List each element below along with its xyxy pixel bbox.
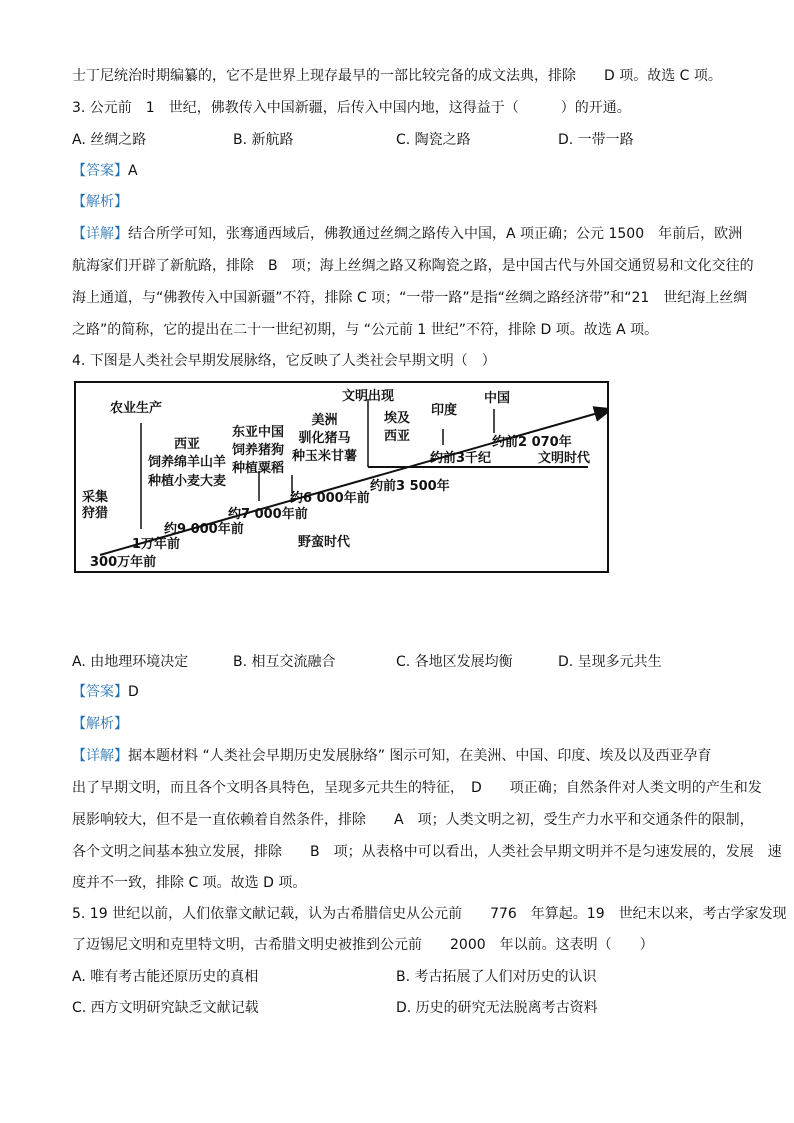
q3-detail-line-2: 航海家们开辟了新航路，排除 B 项；海上丝绸之路又称陶瓷之路，是中国古代与外国交通贸易和文化交往的 [72, 258, 754, 274]
label-civilization-emerges: 文明出现 [342, 389, 395, 404]
label-6000-years: 约6 000年前 [290, 491, 370, 506]
continuation-text: 士丁尼统治时期编纂的，它不是世界上现存最早的一部比较完备的成文法典，排除 D 项。故选 C 项。 [72, 68, 722, 84]
answer-tag: 【答案】 [72, 684, 128, 700]
q3-option-d[interactable]: D. 一带一路 [558, 132, 634, 148]
q3-option-c[interactable]: C. 陶瓷之路 [396, 132, 471, 148]
q4-detail-line-5: 度并不一致，排除 C 项。故选 D 项。 [72, 875, 307, 891]
label-3m-years: 300万年前 [90, 555, 157, 570]
q3-option-b[interactable]: B. 新航路 [233, 132, 294, 148]
q3-analysis-tag: 【解析】 [72, 194, 128, 210]
detail-tag: 【详解】 [72, 748, 128, 764]
q4-analysis-tag: 【解析】 [72, 716, 128, 732]
label-10k-years: 1万年前 [132, 537, 181, 552]
label-egypt-west-asia: 埃及 西亚 [384, 411, 411, 444]
q4-option-d[interactable]: D. 呈现多元共生 [558, 654, 662, 670]
q4-detail-line-1 [72, 746, 711, 766]
label-civilization-era: 文明时代 [538, 451, 591, 466]
q5-stem-line-2: 了迈锡尼文明和克里特文明，古希腊文明史被推到公元前 2000 年以前。这表明（ ） [72, 937, 654, 953]
q5-option-d[interactable]: D. 历史的研究无法脱离考古资料 [396, 1000, 598, 1016]
detail-text: 据本题材料 “人类社会早期历史发展脉络” 图示可知，在美洲、中国、印度、埃及以及西亚孕育 [128, 748, 712, 764]
answer-value: D [128, 684, 139, 700]
label-agriculture: 农业生产 [110, 401, 163, 416]
history-timeline-figure [74, 381, 609, 573]
q3-detail-line-3: 海上通道，与“佛教传入中国新疆”不符，排除 C 项；“一带一路”是指“丝绸之路经济带”和“21 世纪海上丝绸 [72, 290, 748, 306]
detail-tag: 【详解】 [72, 226, 128, 242]
q5-option-b[interactable]: B. 考古拓展了人们对历史的认识 [396, 969, 597, 985]
label-india: 印度 [431, 403, 458, 418]
q4-option-a[interactable]: A. 由地理环境决定 [72, 654, 189, 670]
label-west-asia: 西亚 饲养绵羊山羊 种植小麦大麦 [148, 437, 227, 489]
q4-option-b[interactable]: B. 相互交流融合 [233, 654, 336, 670]
detail-text: 结合所学可知，张骞通西域后，佛教通过丝绸之路传入中国，A 项正确；公元 1500 年前后，欧洲 [128, 226, 743, 242]
label-americas: 美洲 驯化猪马 种玉米甘薯 [292, 413, 358, 464]
label-barbarian-era: 野蛮时代 [298, 535, 351, 550]
label-2070bc: 约前2 070年 [492, 435, 572, 450]
q4-detail-line-2: 出了早期文明，而且各个文明各具特色，呈现多元共生的特征， D 项正确；自然条件对人类文明的产生和发 [72, 780, 762, 796]
q5-stem-line-1: 5. 19 世纪以前，人们依靠文献记载，认为古希腊信史从公元前 776 年算起。19 世纪末以来，考古学家发现 [72, 906, 787, 922]
q3-detail-line-1 [72, 224, 742, 244]
q3-answer [72, 161, 138, 181]
label-china: 中国 [484, 391, 511, 406]
label-3rd-millennium: 约前3千纪 [430, 451, 492, 466]
label-east-asia: 东亚中国 饲养猪狗 种植粟稻 [232, 425, 285, 476]
q3-option-a[interactable]: A. 丝绸之路 [72, 132, 147, 148]
answer-tag: 【答案】 [72, 163, 128, 179]
label-3500bc: 约前3 500年 [370, 479, 450, 494]
q5-option-c[interactable]: C. 西方文明研究缺乏文献记载 [72, 1000, 259, 1016]
q4-detail-line-4: 各个文明之间基本独立发展，排除 B 项；从表格中可以看出，人类社会早期文明并不是匀速发展的，发展 速 [72, 844, 782, 860]
q4-stem: 4. 下图是人类社会早期发展脉络，它反映了人类社会早期文明（ ） [72, 353, 496, 369]
q4-detail-line-3: 展影响较大，但不是一直依赖着自然条件，排除 A 项；人类文明之初，受生产力水平和交通条件的限制， [72, 812, 754, 828]
answer-value: A [128, 163, 138, 179]
q4-option-c[interactable]: C. 各地区发展均衡 [396, 654, 513, 670]
label-9000-years: 约9 000年前 [164, 522, 244, 537]
label-gathering: 采集 狩猎 [82, 490, 109, 521]
q3-detail-line-4: 之路”的简称，它的提出在二十一世纪初期，与 “公元前 1 世纪”不符，排除 D 项。故选 A 项。 [72, 322, 659, 338]
q4-answer [72, 682, 139, 702]
q5-option-a[interactable]: A. 唯有考古能还原历史的真相 [72, 969, 259, 985]
q3-stem: 3. 公元前 1 世纪，佛教传入中国新疆，后传入中国内地，这得益于（ ）的开通。 [72, 100, 631, 116]
label-7000-years: 约7 000年前 [228, 507, 308, 522]
